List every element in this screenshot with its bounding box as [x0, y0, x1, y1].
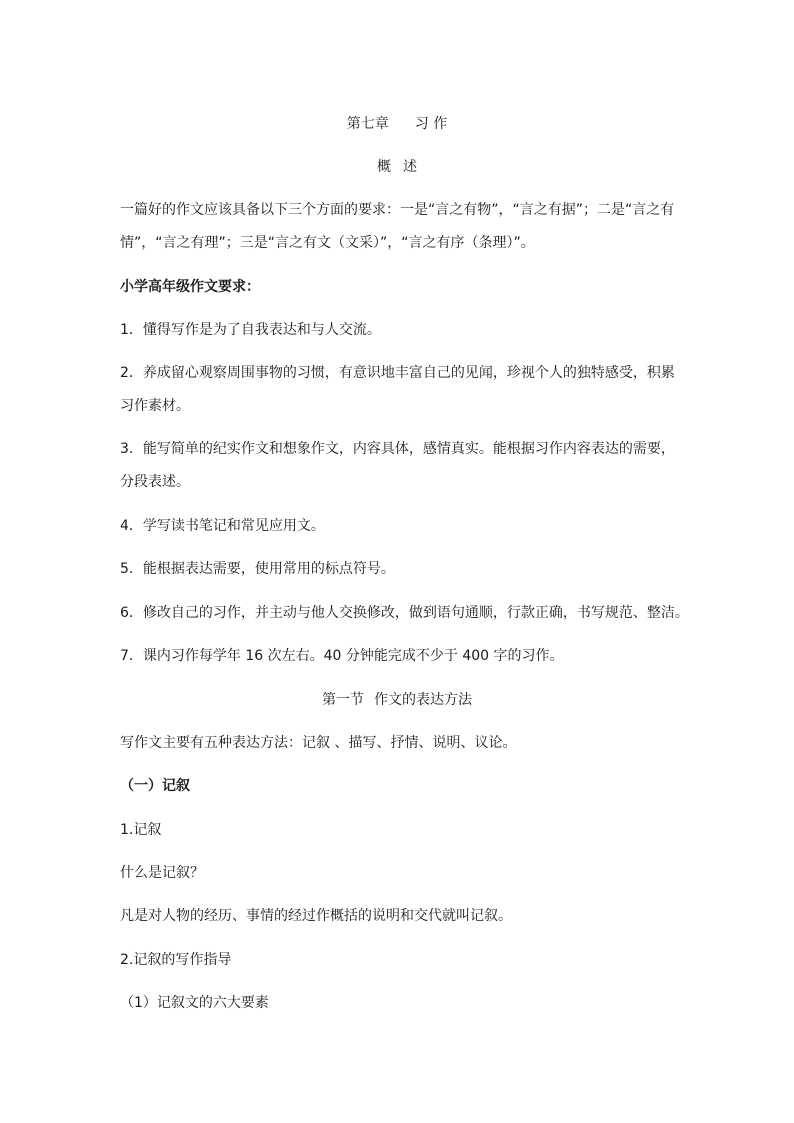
requirement-item-continued: 习作素材。 [120, 398, 190, 414]
overview-char-2: 述 [403, 159, 417, 175]
section-title [0, 690, 794, 710]
intro-line-2: 情”，“言之有理”；三是“言之有文（文采）”，“言之有序（条理）”。 [120, 235, 535, 251]
overview-title [0, 157, 794, 177]
requirement-item: 6．修改自己的习作，并主动与他人交换修改，做到语句通顺，行款正确，书写规范、整洁。 [120, 605, 689, 621]
methods-intro: 写作文主要有五种表达方法：记叙 、描写、抒情、说明、议论。 [120, 735, 517, 751]
chapter-name: 习 作 [414, 116, 448, 132]
requirement-item: 3．能写简单的纪实作文和想象作文，内容具体，感情真实。能根据习作内容表达的需要， [120, 441, 675, 457]
requirement-item-continued: 分段表述。 [120, 474, 190, 490]
requirement-item: 1．懂得写作是为了自我表达和与人交流。 [120, 322, 381, 338]
question-text: 什么是记叙？ [120, 865, 204, 881]
intro-line-1: 一篇好的作文应该具备以下三个方面的要求：一是“言之有物”，“言之有据”；二是“言之有 [120, 202, 675, 218]
item-heading: 2.记叙的写作指导 [120, 952, 232, 968]
chapter-number: 第七章 [346, 116, 389, 132]
chapter-title [0, 114, 794, 134]
requirements-title: 小学高年级作文要求： [120, 279, 260, 295]
item-heading: 1.记叙 [120, 822, 162, 838]
requirement-item: 7．课内习作每学年 16 次左右。40 分钟能完成不少于 400 字的习作。 [120, 648, 564, 664]
requirement-item: 4．学写读书笔记和常见应用文。 [120, 518, 325, 534]
sub-item-heading: （1）记叙文的六大要素 [120, 995, 269, 1011]
answer-text: 凡是对人物的经历、事情的经过作概括的说明和交代就叫记叙。 [120, 908, 512, 924]
section-name: 作文的表达方法 [374, 692, 472, 708]
requirement-item: 2．养成留心观察周围事物的习惯，有意识地丰富自己的见闻，珍视个人的独特感受，积累 [120, 365, 675, 381]
subsection-title: （一）记叙 [120, 778, 190, 794]
requirement-item: 5．能根据表达需要，使用常用的标点符号。 [120, 561, 395, 577]
overview-char-1: 概 [377, 159, 391, 175]
section-number: 第一节 [322, 692, 364, 708]
